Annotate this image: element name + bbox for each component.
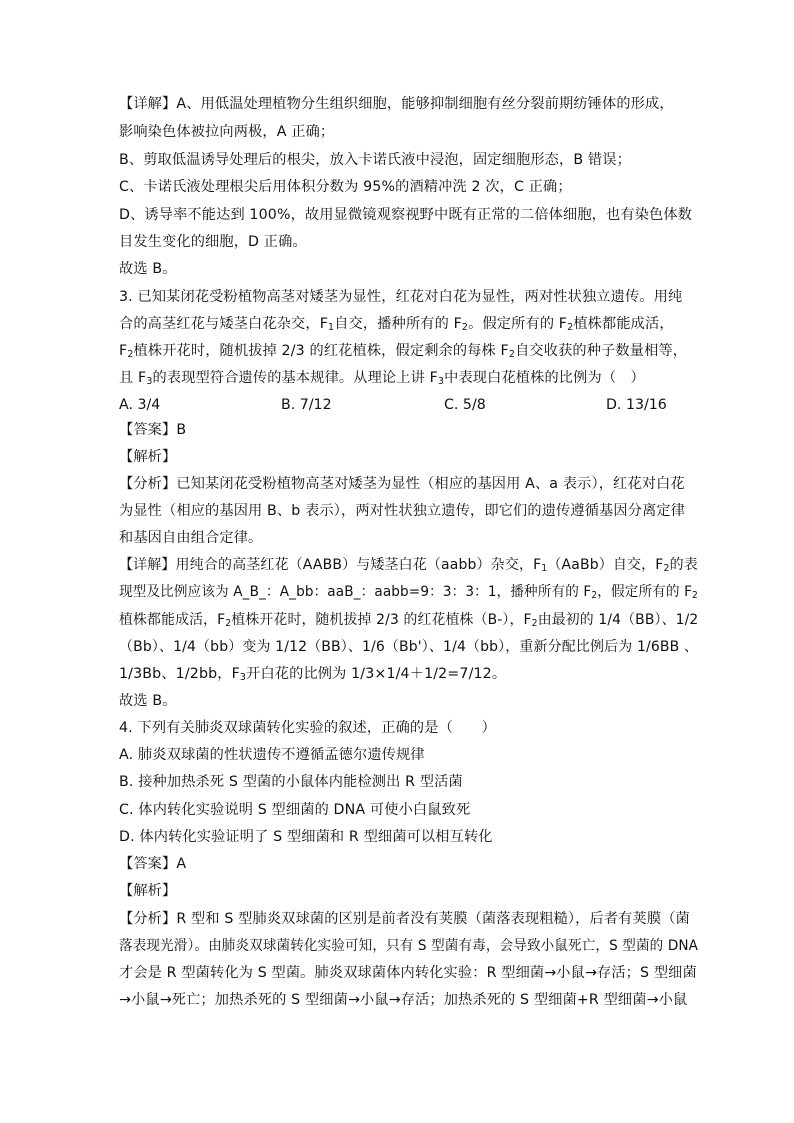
text-line: 且 $F_3$的表现型符合遗传的基本规律。从理论上讲 $F_3$中表现白花植株的比例为（ ） bbox=[119, 370, 645, 387]
text-line: 影响染色体被拉向两极，A 正确； bbox=[119, 124, 335, 140]
question-4-text: 4. 下列有关肺炎双球菌转化实验的叙述，正确的是（ ） bbox=[119, 720, 496, 736]
q4-option-c: C. 体内转化实验说明 S 型细菌的 DNA 可使小白鼠致死 bbox=[119, 802, 471, 818]
text-line: 才会是 R 型菌转化为 S 型菌。肺炎双球菌体内转化实验：R 型细菌→小鼠→存活；S 型细菌 bbox=[119, 965, 697, 981]
text-line: C、卡诺氏液处理根尖后用体积分数为 95%的酒精冲洗 2 次，C 正确； bbox=[119, 179, 572, 195]
text-line: 落表现光滑）。由肺炎双球菌转化实验可知，只有 S 型菌有毒，会导致小鼠死亡，S 型菌的 DNA bbox=[119, 938, 699, 954]
answer-label: 【答案】B bbox=[119, 422, 187, 438]
text-line: 故选 B。 bbox=[119, 261, 177, 277]
answer-label: 【答案】A bbox=[119, 856, 187, 872]
text-line: 合的高茎红花与矮茎白花杂交，$F_1$自交，播种所有的 $F_2$。假定所有的 $F_2$植株都能成活， bbox=[119, 316, 674, 333]
text-line: 【分析】已知某闭花受粉植物高茎对矮茎为显性（相应的基因用 A、a 表示），红花对白花 bbox=[119, 476, 685, 492]
text-line: D、诱导率不能达到 100%，故用显微镜观察视野中既有正常的二倍体细胞，也有染色体数 bbox=[119, 207, 693, 223]
q3-option-b: B. 7/12 bbox=[281, 397, 332, 413]
q4-option-b: B. 接种加热杀死 S 型菌的小鼠体内能检测出 R 型活菌 bbox=[119, 774, 463, 790]
text-line: 1/3Bb、1/2bb，$F_3$开白花的比例为 1/3×1/4＋1/2=7/12。 bbox=[119, 666, 507, 683]
text-line: 目发生变化的细胞，D 正确。 bbox=[119, 234, 307, 250]
analysis-label: 【解析】 bbox=[119, 449, 177, 465]
question-3-text: 3. 已知某闭花受粉植物高茎对矮茎为显性，红花对白花为显性，两对性状独立遗传。用纯 bbox=[119, 289, 683, 305]
analysis-label: 【解析】 bbox=[119, 883, 177, 899]
text-line: 和基因自由组合定律。 bbox=[119, 530, 263, 546]
text-line: 【详解】用纯合的高茎红花（AABB）与矮茎白花（aabb）杂交，$F_1(AaBb)$自交，$F_2$的表 bbox=[119, 557, 698, 574]
text-line: 为显性（相应的基因用 B、b 表示），两对性状独立遗传，即它们的遗传遵循基因分离定律 bbox=[119, 503, 686, 519]
text-line: 【详解】A、用低温处理植物分生组织细胞，能够抑制细胞有丝分裂前期纺锤体的形成， bbox=[119, 96, 674, 112]
q4-option-d: D. 体内转化实验证明了 S 型细菌和 R 型细菌可以相互转化 bbox=[119, 829, 493, 845]
text-line: 植株都能成活，$F_2$植株开花时，随机拔掉 2/3 的红花植株（B-），$F_2$由最初的 1/4（BB）、1/2 bbox=[119, 612, 699, 629]
text-line: →小鼠→死亡；加热杀死的 S 型细菌→小鼠→存活；加热杀死的 S 型细菌+R 型细菌→小鼠 bbox=[119, 992, 688, 1008]
q3-option-c: C. 5/8 bbox=[444, 397, 486, 413]
text-line: B、剪取低温诱导处理后的根尖，放入卡诺氏液中浸泡，固定细胞形态，B 错误； bbox=[119, 152, 631, 168]
text-line: （Bb）、1/4（bb）变为 1/12（BB）、1/6（Bb'）、1/4（bb），重新分配比例后为 1/6BB 、 bbox=[119, 639, 699, 655]
text-line: 现型及比例应该为 A_B_：A_bb：aaB_：aabb=9：3：3：1，播种所有的 $F_2$，假定所有的 $F_2$ bbox=[119, 584, 698, 601]
q3-option-a: A. 3/4 bbox=[119, 397, 161, 413]
q3-option-d: D. 13/16 bbox=[606, 397, 667, 413]
q4-option-a: A. 肺炎双球菌的性状遗传不遵循孟德尔遗传规律 bbox=[119, 747, 425, 763]
text-line: 故选 B。 bbox=[119, 693, 177, 709]
text-line: 【分析】R 型和 S 型肺炎双球菌的区别是前者没有荚膜（菌落表现粗糙），后者有荚膜（菌 bbox=[119, 911, 690, 927]
text-line: $F_2$植株开花时，随机拔掉 2/3 的红花植株，假定剩余的每株 $F_2$自交收获的种子数量相等， bbox=[119, 343, 688, 360]
